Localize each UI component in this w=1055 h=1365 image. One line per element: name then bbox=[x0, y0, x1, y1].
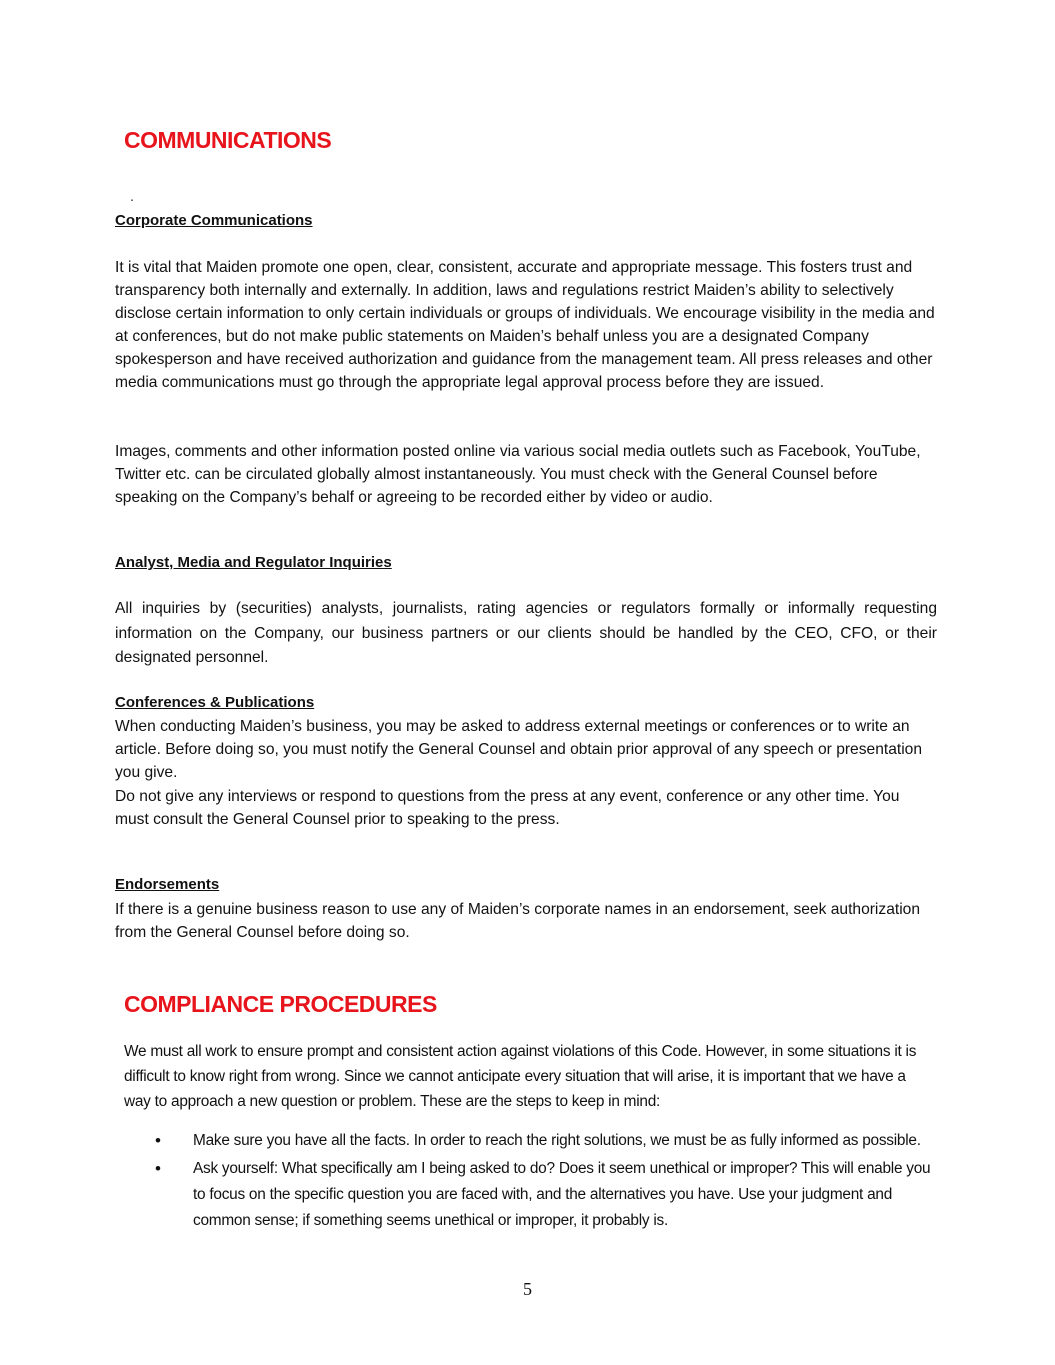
endorsements-paragraph: If there is a genuine business reason to use any of Maiden’s corporate names in an endorsement, seek authorization from the General Counsel before doing so. bbox=[115, 901, 921, 942]
conferences-paragraph-2: Do not give any interviews or respond to questions from the press at any event, conference or any other time. You must consult the General Counsel prior to speaking to the press. bbox=[115, 788, 900, 829]
inquiries-heading: Analyst, Media and Regulator Inquiries bbox=[115, 554, 392, 571]
list-item bbox=[124, 1128, 936, 1154]
communications-title: COMMUNICATIONS bbox=[124, 127, 332, 153]
corporate-communications-paragraph-2: Images, comments and other information posted online via various social media outlets such as Facebook, YouTube, Twitter etc. can be circulated globally almost instantaneously. You must check with the General Counsel before speaking on the Company’s behalf or agreeing to be recorded either by video or audio. bbox=[115, 443, 921, 507]
inquiries-paragraph: All inquiries by (securities) analysts, journalists, rating agencies or regulators formally or informally requesting information on the Company, our business partners or our clients should be handled by the CEO, CFO, or their designated personnel. bbox=[115, 600, 937, 666]
corporate-communications-paragraph-1: It is vital that Maiden promote one open, clear, consistent, accurate and appropriate message. This fosters trust and transparency both internally and externally. In addition, laws and regulations restrict Maiden’s ability to selectively disclose certain information to only certain individuals or groups of individuals. We encourage visibility in the media and at conferences, but do not make public statements on Maiden’s behalf unless you are a designated Company spokesperson and have received authorization and guidance from the management team. All press releases and other media communications must go through the appropriate legal approval process before they are issued. bbox=[115, 259, 935, 392]
bullet-icon: • bbox=[155, 1131, 161, 1150]
compliance-procedures-title: COMPLIANCE PROCEDURES bbox=[124, 991, 437, 1017]
corporate-communications-heading: Corporate Communications bbox=[115, 212, 313, 229]
compliance-intro-paragraph: We must all work to ensure prompt and consistent action against violations of this Code. However, in some situations it is difficult to know right from wrong. Since we cannot anticipate every situation that will arise, it is important that we have a way to approach a new question or problem. These are the steps to keep in mind: bbox=[124, 1043, 917, 1110]
conferences-heading: Conferences & Publications bbox=[115, 694, 315, 711]
bullet-icon: • bbox=[155, 1159, 161, 1178]
list-item-text: Make sure you have all the facts. In order to reach the right solutions, we must be as fully informed as possible. bbox=[193, 1132, 921, 1149]
conferences-paragraph-1: When conducting Maiden’s business, you may be asked to address external meetings or conferences or to write an article. Before doing so, you must notify the General Counsel and obtain prior approval of any speech or presentation you give. bbox=[115, 718, 923, 782]
stray-dot: . bbox=[130, 188, 134, 204]
endorsements-heading: Endorsements bbox=[115, 876, 220, 893]
list-item bbox=[124, 1156, 936, 1234]
list-item-text: Ask yourself: What specifically am I being asked to do? Does it seem unethical or improper? This will enable you to focus on the specific question you are faced with, and the alternatives you have. Use your judgment and common sense; if something seems unethical or improper, it probably is. bbox=[193, 1160, 931, 1229]
compliance-steps-list bbox=[124, 1128, 936, 1236]
page-number: 5 bbox=[523, 1279, 532, 1299]
